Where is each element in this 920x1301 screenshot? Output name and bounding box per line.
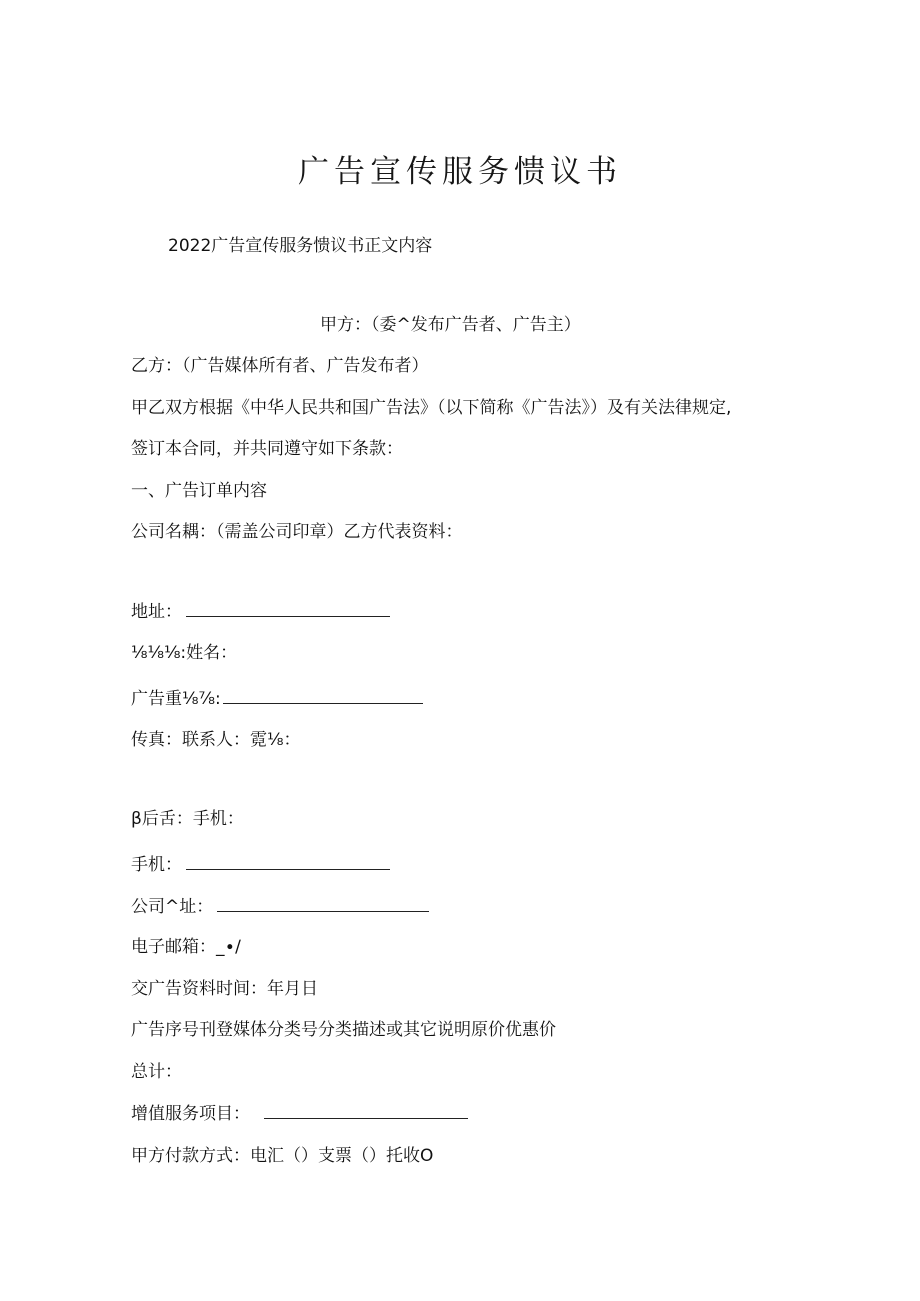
email-line: 电子邮箱：_∙∕ bbox=[131, 937, 241, 957]
legal-basis-line-2: 签订本合同，并共同遵守如下条款： bbox=[131, 439, 403, 459]
payment-method-line: 甲方付款方式：电汇（）支票（）托收O bbox=[131, 1146, 434, 1166]
party-a-line: 甲方：（委^发布广告者、广告主） bbox=[320, 315, 581, 335]
ad-label: 广告重⅛⅞: bbox=[131, 689, 221, 709]
value-added-label: 增值服务项目： bbox=[131, 1104, 250, 1124]
misc-mobile-line: β后舌：手机： bbox=[131, 809, 244, 829]
section-heading-order: 一、广告订单内容 bbox=[131, 481, 267, 501]
document-title: 广告宣传服务愦议书 bbox=[298, 154, 622, 190]
address-blank bbox=[186, 600, 390, 617]
company-address-line bbox=[131, 895, 429, 918]
mobile-blank bbox=[186, 853, 390, 870]
submit-time-line: 交广告资料时间：年月日 bbox=[131, 979, 318, 999]
mobile-line bbox=[131, 853, 390, 876]
ad-line bbox=[131, 687, 423, 710]
legal-basis-line-1: 甲乙双方根据《中华人民共和国广告法》（以下简称《广告法》）及有关法律规定, bbox=[131, 398, 732, 418]
fax-contact-line: 传真：联系人：霓⅛： bbox=[131, 730, 301, 750]
company-address-label: 公司^址： bbox=[131, 897, 214, 917]
total-line: 总计： bbox=[131, 1062, 182, 1082]
company-name-line: 公司名耦：（需盖公司印章）乙方代表资料： bbox=[131, 522, 463, 542]
value-added-blank bbox=[264, 1102, 468, 1119]
name-line: ⅛⅛⅛:姓名： bbox=[131, 643, 238, 663]
party-b-line: 乙方：（广告媒体所有者、广告发布者） bbox=[131, 356, 429, 376]
value-added-line bbox=[131, 1102, 468, 1125]
order-table-header: 广告序号刊登媒体分类号分类描述或其它说明原价优惠价 bbox=[131, 1020, 556, 1040]
document-subtitle: 2022广告宣传服务愦议书正文内容 bbox=[168, 236, 433, 256]
ad-blank bbox=[223, 687, 423, 704]
address-line bbox=[131, 600, 390, 623]
address-label: 地址： bbox=[131, 602, 182, 622]
company-address-blank bbox=[217, 895, 429, 912]
mobile-label: 手机： bbox=[131, 855, 182, 875]
